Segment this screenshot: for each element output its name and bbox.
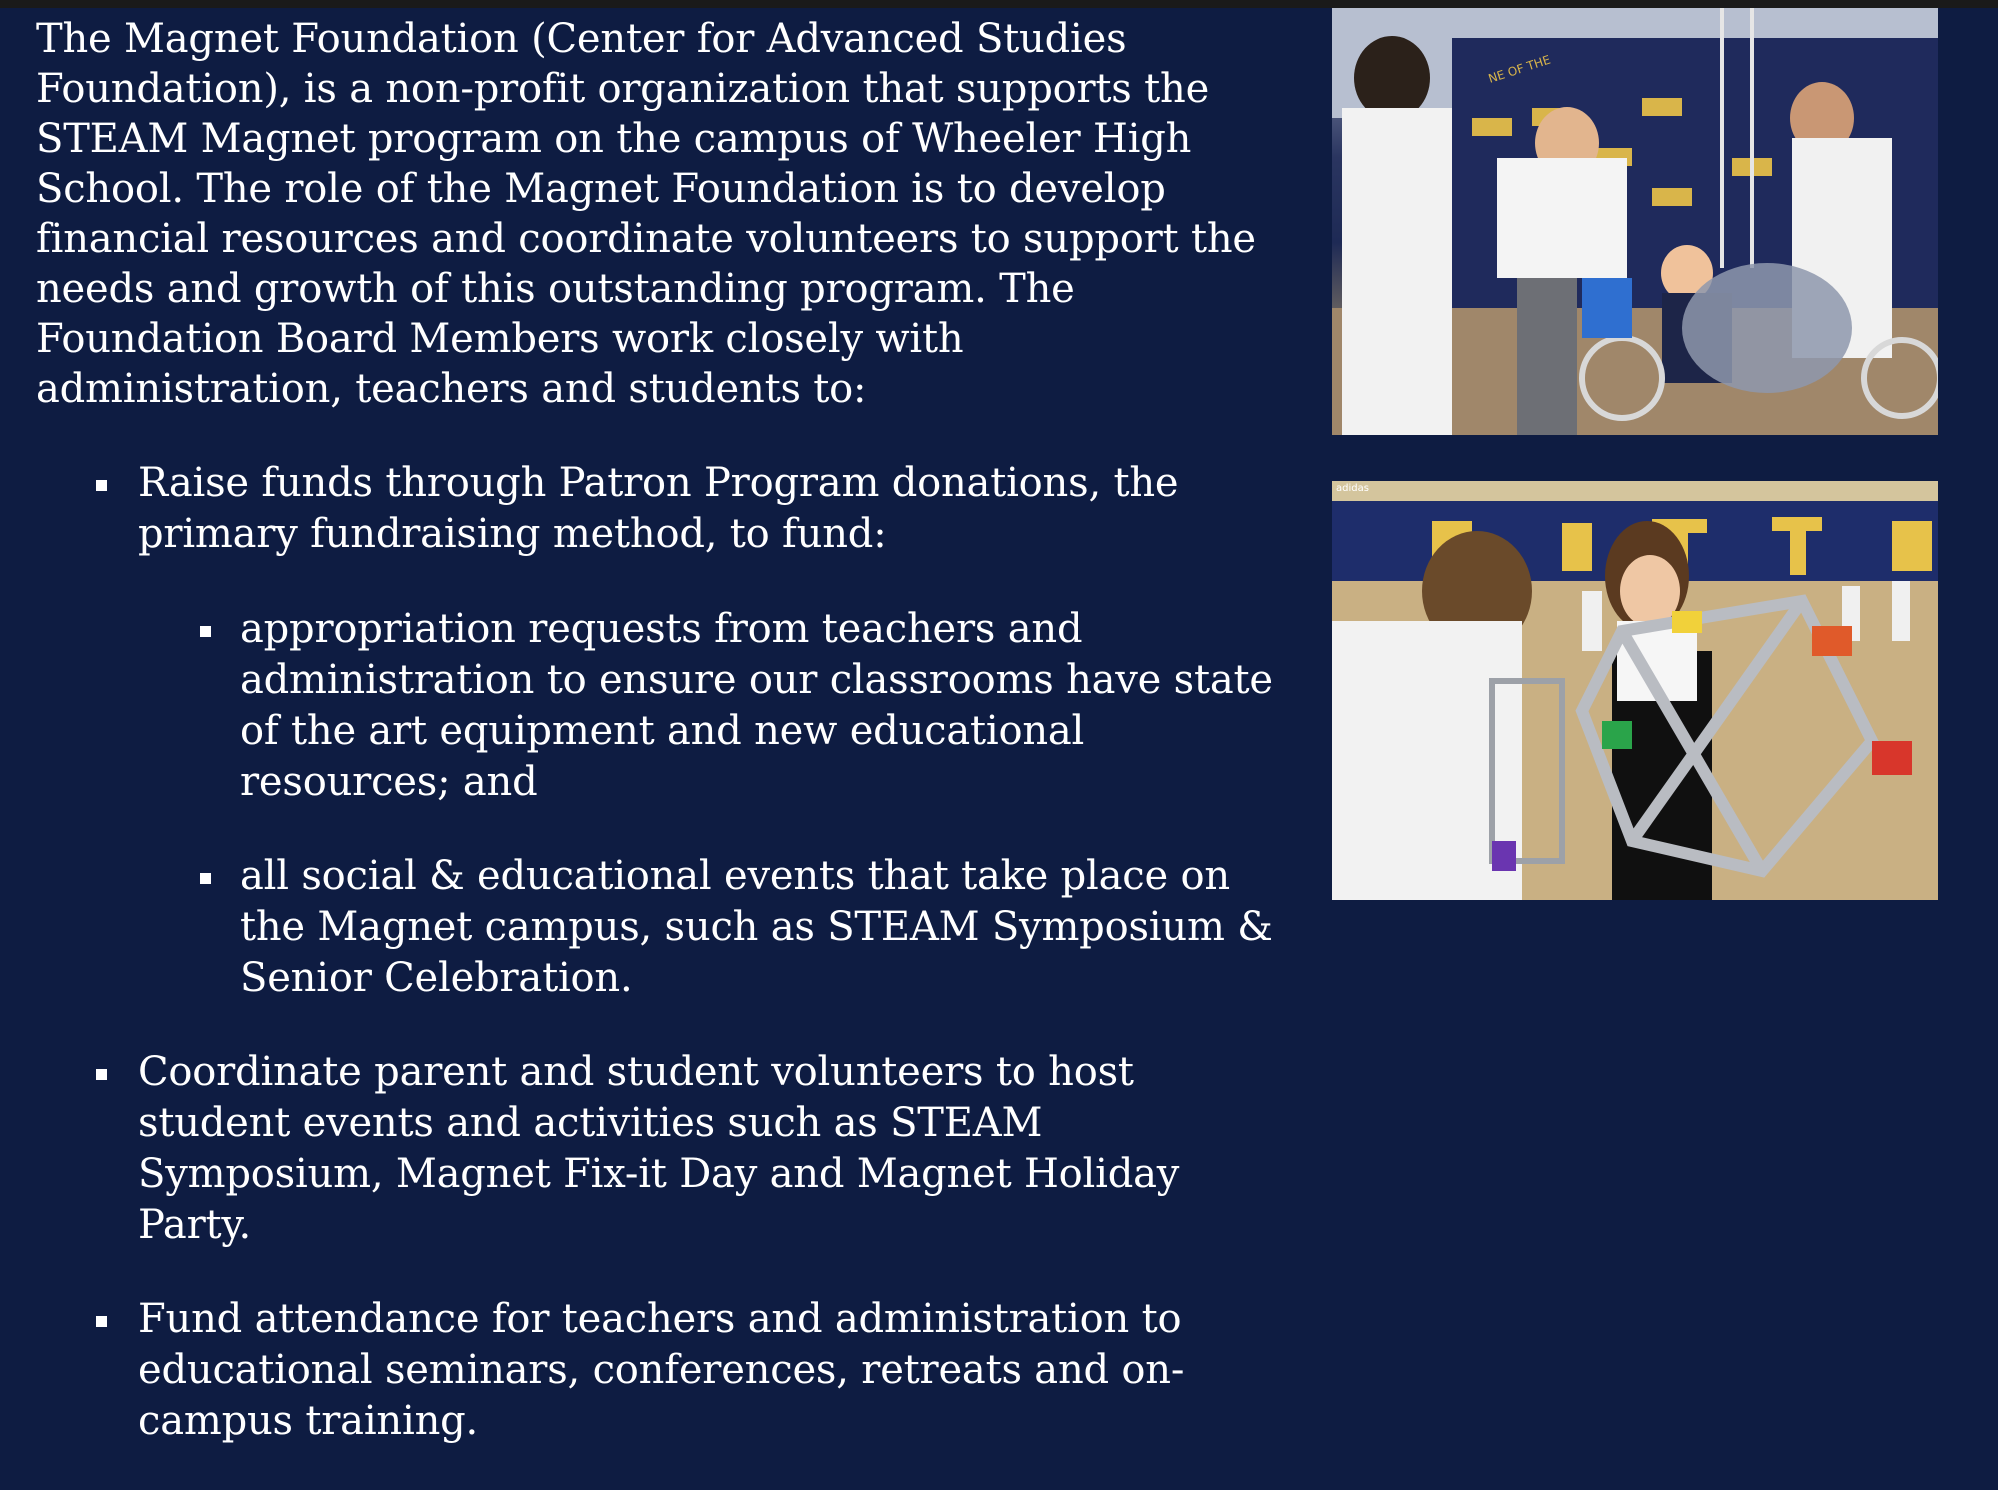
top-strip	[0, 0, 1998, 8]
list-item	[36, 458, 1276, 1004]
list-item-text: Raise funds through Patron Program donations, the primary fundraising method, to fund:	[138, 460, 1179, 557]
banner-text: NE OF THE	[1486, 52, 1553, 86]
list-item	[36, 1047, 1276, 1251]
square-bullet-icon	[96, 1069, 107, 1080]
square-bullet-icon	[96, 480, 107, 491]
sublist-item-text: appropriation requests from teachers and administration to ensure our classrooms have state of the art equipment and new educational resources; and	[240, 606, 1273, 805]
square-bullet-icon	[200, 626, 211, 637]
list-item	[36, 1294, 1276, 1447]
funding-sublist	[138, 604, 1276, 1004]
robotics-photo-illustration	[1332, 481, 1938, 900]
goals-list	[36, 458, 1276, 1447]
list-item-text: Coordinate parent and student volunteers to host student events and activities such as STEAM Symposium, Magnet Fix-it Day and Magnet Holiday Party.	[138, 1049, 1180, 1248]
wall-sign-text: adidas	[1336, 483, 1369, 494]
sublist-item	[138, 851, 1276, 1004]
students-photo	[1332, 8, 1938, 435]
sublist-item	[138, 604, 1276, 808]
square-bullet-icon	[96, 1316, 107, 1327]
sublist-item-text: all social & educational events that take place on the Magnet campus, such as STEAM Symposium & Senior Celebration.	[240, 853, 1273, 1001]
list-item-text: Fund attendance for teachers and administration to educational seminars, conferences, retreats and on-campus training.	[138, 1296, 1185, 1444]
students-photo-illustration	[1332, 8, 1938, 435]
main-content	[36, 14, 1276, 1490]
intro-paragraph: The Magnet Foundation (Center for Advanced Studies Foundation), is a non-profit organization that supports the STEAM Magnet program on the campus of Wheeler High School. The role of the Magnet Foundation is to develop financial resources and coordinate volunteers to support the needs and growth of this outstanding program. The Foundation Board Members work closely with administration, teachers and students to:	[36, 16, 1256, 412]
robotics-photo	[1332, 481, 1938, 900]
square-bullet-icon	[200, 873, 211, 884]
